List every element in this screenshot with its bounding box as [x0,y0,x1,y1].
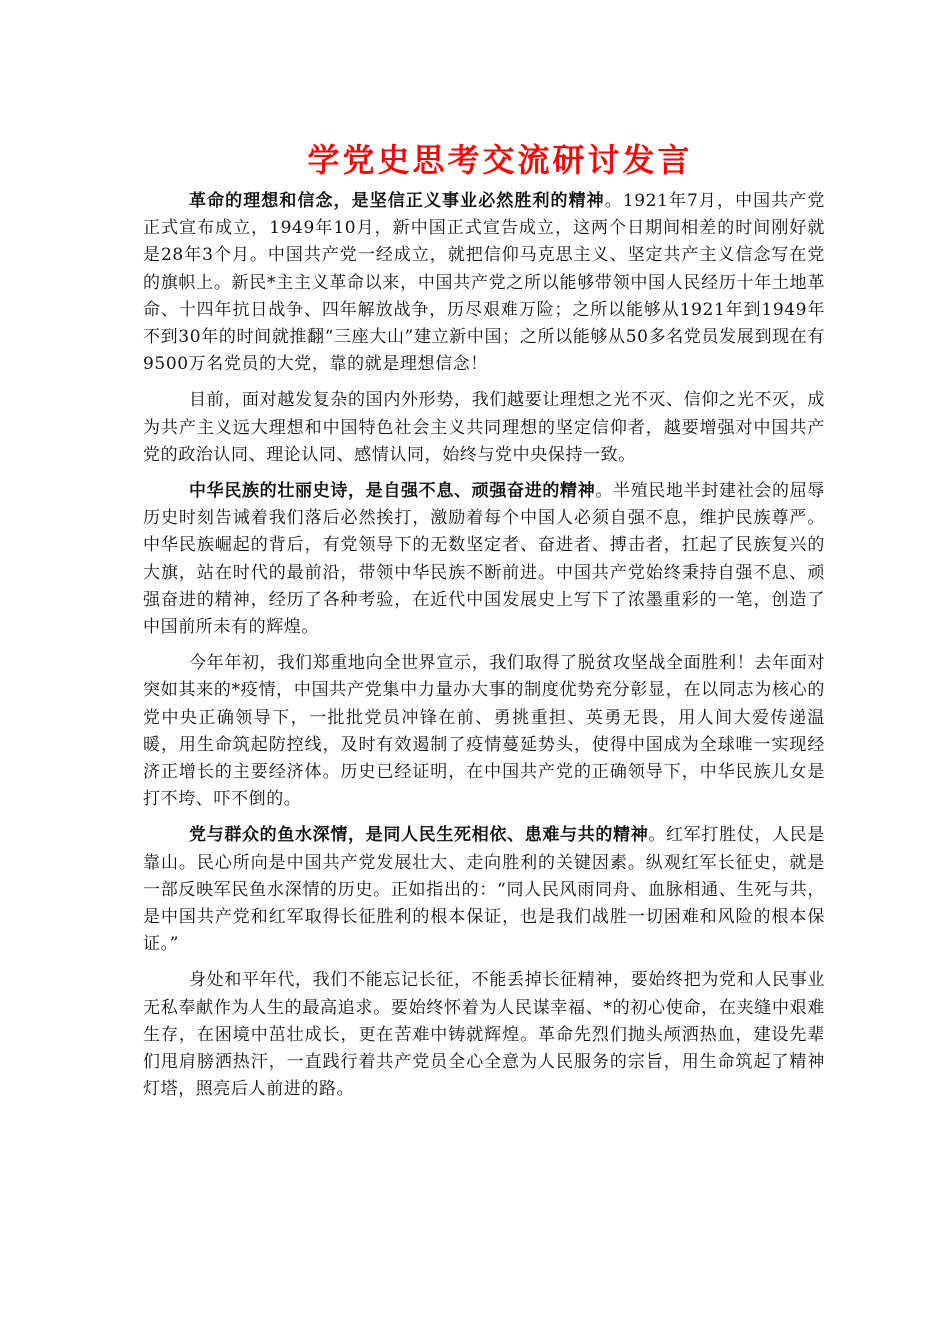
paragraph-lead: 中华民族的壮丽史诗，是自强不息、顽强奋进的精神 [189,481,596,502]
paragraph-text: 身处和平年代，我们不能忘记长征，不能丢掉长征精神，要始终把为党和人民事业无私奉献作为人生的最高追求。要始终怀着为人民谋幸福、*的初心使命，在夹缝中艰难生存，在困境中茁壮成长，更在苦难中铸就辉煌。革命先烈们抛头颅洒热血，建设先辈们甩肩膀洒热汗，一直践行着共产党员全心全意为人民服务的宗旨，用生命筑起了精神灯塔，照亮后人前进的路。 [143,970,825,1100]
document-title: 学党史思考交流研讨发言 [307,141,693,179]
paragraph-3 [143,478,825,641]
paragraph-6 [143,967,825,1103]
paragraph-lead: 革命的理想和信念，是坚信正义事业必然胜利的精神 [189,191,605,211]
paragraph-5 [143,822,825,958]
paragraph-text: 。红军打胜仗，人民是靠山。民心所向是中国共产党发展壮大、走向胜利的关键因素。纵观红军长征史，就是一部反映军民鱼水深情的历史。正如指出的：“同人民风雨同舟、血脉相通、生死与共，是中国共产党和红军取得长征胜利的根本保证，也是我们战胜一切困难和风险的根本保证。” [143,825,825,955]
paragraph-text: 。1921年7月，中国共产党正式宣布成立，1949年10月，新中国正式宣告成立，这两个日期间相差的时间刚好就是28年3个月。中国共产党一经成立，就把信仰马克思主义、坚定共产主义信念写在党的旗帜上。新民*主主义革命以来，中国共产党之所以能够带领中国人民经历十年土地革命、十四年抗日战争、四年解放战争，历尽艰难万险；之所以能够从1921年到1949年不到30年的时间就推翻“三座大山”建立新中国；之所以能够从50多名党员发展到现在有9500万名党员的大党，靠的就是理想信念！ [143,191,825,375]
paragraph-1 [143,188,825,378]
paragraph-2 [143,387,825,469]
paragraph-text: 目前，面对越发复杂的国内外形势，我们越要让理想之光不灭、信仰之光不灭，成为共产主义远大理想和中国特色社会主义共同理想的坚定信仰者，越要增强对中国共产党的政治认同、理论认同、感情认同，始终与党中央保持一致。 [143,390,825,465]
document-body [143,188,825,1113]
paragraph-text: 今年年初，我们郑重地向全世界宣示，我们取得了脱贫攻坚战全面胜利！去年面对突如其来的*疫情，中国共产党集中力量办大事的制度优势充分彰显，在以同志为核心的党中央正确领导下，一批批党员冲锋在前、勇挑重担、英勇无畏，用人间大爱传递温暖，用生命筑起防控线，及时有效遏制了疫情蔓延势头，使得中国成为全球唯一实现经济正增长的主要经济体。历史已经证明，在中国共产党的正确领导下，中华民族儿女是打不垮、吓不倒的。 [143,653,825,810]
paragraph-4 [143,650,825,813]
paragraph-text: 。半殖民地半封建社会的屈辱历史时刻告诫着我们落后必然挨打，激励着每个中国人必须自强不息，维护民族尊严。中华民族崛起的背后，有党领导下的无数坚定者、奋进者、搏击者，扛起了民族复兴的大旗，站在时代的最前沿，带领中华民族不断前进。中国共产党始终秉持自强不息、顽强奋进的精神，经历了各种考验，在近代中国发展史上写下了浓墨重彩的一笔，创造了中国前所未有的辉煌。 [143,481,825,638]
paragraph-lead: 党与群众的鱼水深情，是同人民生死相依、患难与共的精神 [189,825,649,846]
